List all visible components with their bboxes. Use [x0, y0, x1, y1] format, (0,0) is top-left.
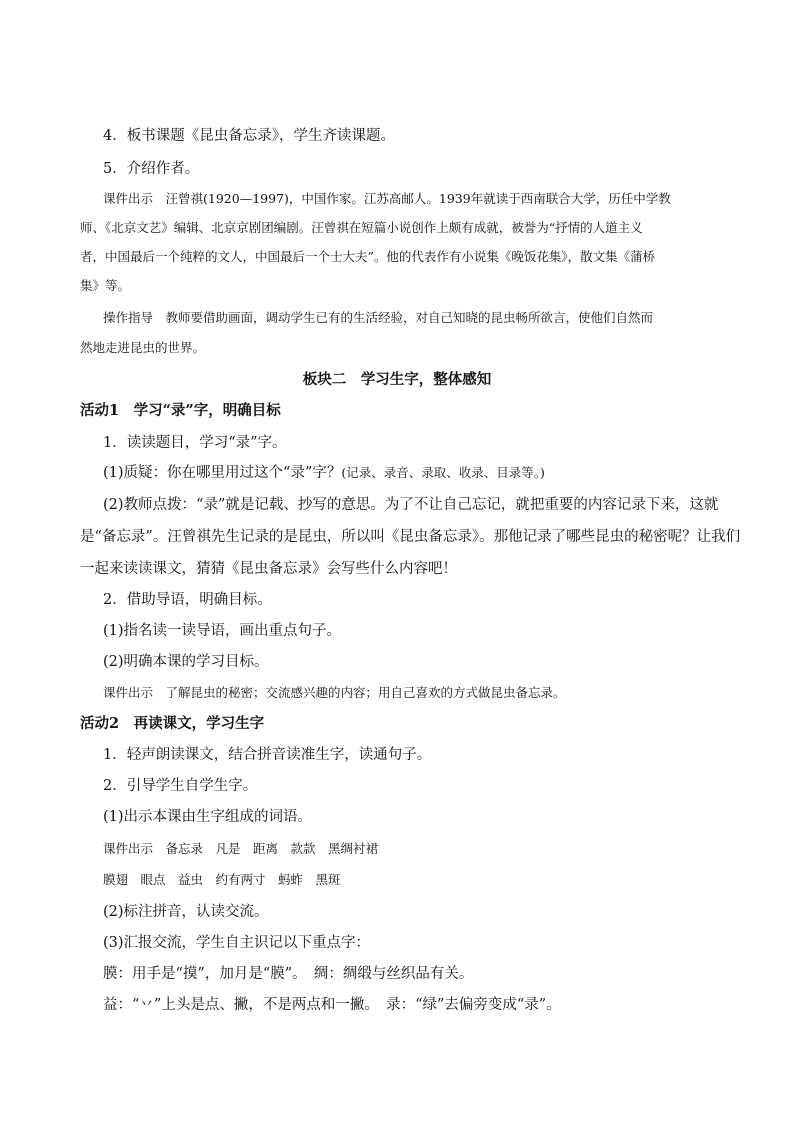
question-answer: (记录、录音、录取、收录、目录等。) [341, 465, 545, 480]
key-chars-line-1: 膜：用手是“摸”，加月是“膜”。 绸：绸缎与丝织品有关。 [103, 966, 474, 982]
activity-2-step-2: 2．引导学生自学生字。 [103, 778, 258, 794]
guidance-line-2: 然地走进昆虫的世界。 [80, 340, 206, 355]
activity-1-heading: 活动1 学习“录”字，明确目标 [80, 402, 281, 419]
teacher-note-line-3: 一起来读读课文，猜猜《昆虫备忘录》会写些什么内容吧！ [80, 561, 457, 577]
words-slide-line-1: 课件出示 备忘录 凡是 距离 款款 黑绸衬裙 [103, 841, 379, 856]
author-intro-line-4: 集》等。 [80, 278, 131, 293]
guidance-line-1: 操作指导 教师要借助画面，调动学生已有的生活经验，对自己知晓的昆虫畅所欲言，使他们自然而 [103, 310, 654, 325]
pinyin-line: (2)标注拼音，认读交流。 [103, 904, 269, 920]
read-guide-line: (1)指名读一读导语，画出重点句子。 [103, 623, 342, 639]
report-line: (3)汇报交流，学生自主识记以下重点字： [103, 935, 371, 951]
activity-1-step-2: 2．借助导语，明确目标。 [103, 592, 272, 608]
goals-slide-line: 课件出示 了解昆虫的秘密；交流感兴趣的内容；用自己喜欢的方式做昆虫备忘录。 [103, 685, 566, 700]
goals-line: (2)明确本课的学习目标。 [103, 654, 269, 670]
teacher-note-line-1: (2)教师点拨：“录”就是记载、抄写的意思。为了不让自己忘记，就把重要的内容记录下来，这就 [103, 497, 719, 513]
author-intro-line-2: 师、《北京文艺》编辑、北京京剧团编剧。汪曾祺在短篇小说创作上颇有成就，被誉为“抒情的人道主义 [80, 220, 643, 235]
words-slide-line-2: 膜翅 眼点 益虫 约有两寸 蚂蚱 黑斑 [103, 872, 341, 887]
teacher-note-line-2: 是“备忘录”。汪曾祺先生记录的是昆虫，所以叫《昆虫备忘录》。那他记录了哪些昆虫的秘密呢？让我们 [80, 529, 741, 545]
author-intro-line-3: 者，中国最后一个纯粹的文人，中国最后一个士大夫”。他的代表作有小说集《晚饭花集》，散文集《蒲桥 [80, 249, 656, 264]
activity-2-step-1: 1．轻声朗读课文，结合拼音读准生字，读通句子。 [103, 747, 432, 763]
question-line [103, 464, 545, 482]
step-4-line: 4．板书课题《昆虫备忘录》，学生齐读课题。 [103, 128, 395, 144]
question-text: (1)质疑：你在哪里用过这个“录”字？ [103, 465, 342, 481]
key-chars-line-2: 益：“丷”上头是点、撇，不是两点和一撇。 录：“绿”去偏旁变成“录”。 [103, 997, 561, 1013]
activity-2-heading: 活动2 再读课文，学习生字 [80, 715, 265, 732]
author-intro-line-1: 课件出示 汪曾祺(1920—1997)，中国作家。江苏高邮人。1939年就读于西南联合大学，历任中学教 [103, 191, 671, 206]
activity-1-step-1: 1．读读题目，学习“录”字。 [103, 435, 287, 451]
section-heading: 板块二 学习生字，整体感知 [302, 371, 492, 388]
step-5-line: 5．介绍作者。 [103, 161, 200, 177]
words-intro-line: (1)出示本课由生字组成的词语。 [103, 809, 313, 825]
